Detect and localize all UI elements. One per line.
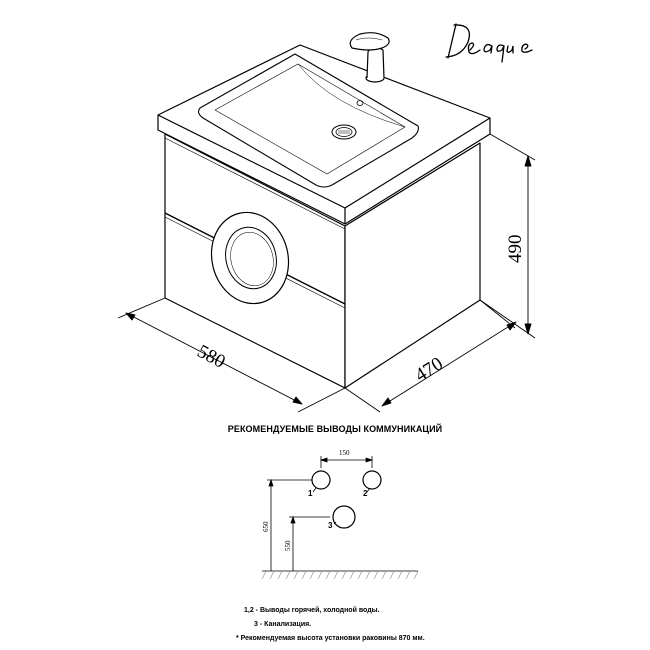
dimension-height-label: 490 [505,234,526,263]
note-water: 1,2 - Выводы горячей, холодной воды. [244,607,380,614]
spacing-label: 150 [339,449,350,457]
brand-logo [442,16,552,66]
dimension-depth-label: 470 [411,353,447,387]
drain-outlet-icon [333,506,355,528]
communications-schematic [262,456,418,579]
outlet-3-number: 3 [328,521,333,530]
water-outlet-2-icon [363,471,381,489]
drain-icon [332,125,356,139]
height-water-label: 650 [262,521,270,532]
notes-list [236,604,425,646]
brand-text: De Aqua [442,16,446,17]
height-drain-label: 550 [284,540,292,551]
note-drain: 3 - Канализация. [254,621,312,628]
communications-title: РЕКОМЕНДУЕМЫЕ ВЫВОДЫ КОММУНИКАЦИЙ [227,424,443,434]
outlet-1-number: 1 [308,489,313,498]
water-outlet-1-icon [312,471,330,489]
outlet-2-number: 2 [363,489,368,498]
note-height: * Рекомендуемая высота установки раковины 870 мм. [236,635,425,642]
dimension-width-label: 580 [193,340,229,373]
